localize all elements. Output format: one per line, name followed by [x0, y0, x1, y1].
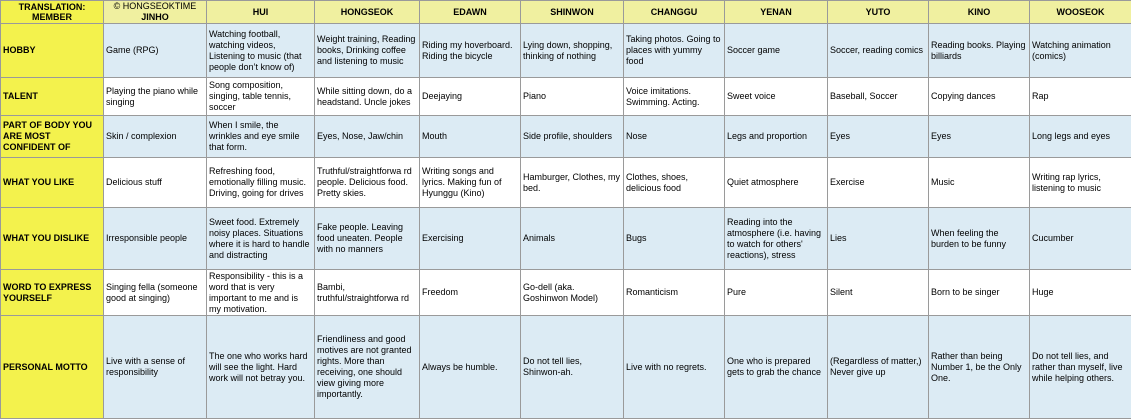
member-header-wooseok: WOOSEOK [1030, 1, 1131, 24]
table-cell: Weight training, Reading books, Drinking coffee and listening to music [315, 24, 420, 78]
table-cell: Riding my hoverboard. Riding the bicycle [420, 24, 521, 78]
table-cell: Piano [521, 78, 624, 116]
table-cell: Lying down, shopping, thinking of nothing [521, 24, 624, 78]
header-row [1, 1, 1131, 24]
row-label: TALENT [1, 78, 104, 116]
row-label: WHAT YOU LIKE [1, 158, 104, 208]
table-cell: The one who works hard will see the light. Hard work will not betray you. [207, 316, 315, 419]
table-cell: Writing songs and lyrics. Making fun of Hyunggu (Kino) [420, 158, 521, 208]
table-cell: Bugs [624, 208, 725, 270]
member-header-yuto: YUTO [828, 1, 929, 24]
table-row [1, 208, 1131, 270]
table-cell: Taking photos. Going to places with yummy food [624, 24, 725, 78]
table-row [1, 158, 1131, 208]
table-cell: Copying dances [929, 78, 1030, 116]
table-cell: Reading into the atmosphere (i.e. having to watch for others' reactions), stress [725, 208, 828, 270]
table-cell: Legs and proportion [725, 116, 828, 158]
table-cell: Rather than being Number 1, be the Only One. [929, 316, 1030, 419]
table-cell: Pure [725, 270, 828, 316]
table-cell: Lies [828, 208, 929, 270]
table-row [1, 24, 1131, 78]
table-cell: Animals [521, 208, 624, 270]
table-cell: Truthful/straightforwa rd people. Delicious food. Pretty skies. [315, 158, 420, 208]
table-cell: Live with a sense of responsibility [104, 316, 207, 419]
table-cell: Playing the piano while singing [104, 78, 207, 116]
table-row [1, 270, 1131, 316]
table-cell: Clothes, shoes, delicious food [624, 158, 725, 208]
table-cell: Do not tell lies, and rather than myself, live while helping others. [1030, 316, 1131, 419]
table-cell: Sweet voice [725, 78, 828, 116]
row-label: PART OF BODY YOU ARE MOST CONFIDENT OF [1, 116, 104, 158]
table-cell: Long legs and eyes [1030, 116, 1131, 158]
table-cell: Eyes, Nose, Jaw/chin [315, 116, 420, 158]
table-cell: Music [929, 158, 1030, 208]
table-cell: Baseball, Soccer [828, 78, 929, 116]
table-cell: Bambi, truthful/straightforwa rd [315, 270, 420, 316]
translation-label: TRANSLATION: [3, 2, 101, 12]
table-cell: While sitting down, do a headstand. Uncle jokes [315, 78, 420, 116]
table-cell: Irresponsible people [104, 208, 207, 270]
table-cell: Fake people. Leaving food uneaten. People with no manners [315, 208, 420, 270]
table-cell: Refreshing food, emotionally filling music. Driving, going for drives [207, 158, 315, 208]
table-row [1, 78, 1131, 116]
table-cell: Always be humble. [420, 316, 521, 419]
table-cell: Watching animation (comics) [1030, 24, 1131, 78]
table-cell: Reading books. Playing billiards [929, 24, 1030, 78]
table-cell: Voice imitations. Swimming. Acting. [624, 78, 725, 116]
member-header-changgu: CHANGGU [624, 1, 725, 24]
table-cell: Rap [1030, 78, 1131, 116]
member-header-kino: KINO [929, 1, 1030, 24]
member-header-shinwon: SHINWON [521, 1, 624, 24]
table-cell: Deejaying [420, 78, 521, 116]
table-cell: Eyes [828, 116, 929, 158]
table-cell: Soccer game [725, 24, 828, 78]
table-cell: Soccer, reading comics [828, 24, 929, 78]
table-cell: Huge [1030, 270, 1131, 316]
table-cell: Song composition, singing, table tennis, soccer [207, 78, 315, 116]
table-cell: Live with no regrets. [624, 316, 725, 419]
member-header-yenan: YENAN [725, 1, 828, 24]
table-cell: Go-dell (aka. Goshinwon Model) [521, 270, 624, 316]
member-label: MEMBER [3, 12, 101, 22]
member-header-jinho [104, 1, 207, 24]
table-cell: Mouth [420, 116, 521, 158]
table-cell: Cucumber [1030, 208, 1131, 270]
table-cell: Freedom [420, 270, 521, 316]
table-cell: Exercising [420, 208, 521, 270]
table-cell: Nose [624, 116, 725, 158]
table-cell: Delicious stuff [104, 158, 207, 208]
table-cell: When feeling the burden to be funny [929, 208, 1030, 270]
member-header-edawn: EDAWN [420, 1, 521, 24]
table-body [1, 1, 1131, 419]
table-cell: Writing rap lyrics, listening to music [1030, 158, 1131, 208]
table-cell: Responsibility - this is a word that is very important to me and is my motivation. [207, 270, 315, 316]
row-label: PERSONAL MOTTO [1, 316, 104, 419]
table-cell: Eyes [929, 116, 1030, 158]
table-row [1, 316, 1131, 419]
table-cell: When I smile, the wrinkles and eye smile that form. [207, 116, 315, 158]
table-cell: Game (RPG) [104, 24, 207, 78]
table-cell: Skin / complexion [104, 116, 207, 158]
table-cell: Hamburger, Clothes, my bed. [521, 158, 624, 208]
member-name: JINHO [106, 12, 204, 23]
copyright-text: © HONGSEOKTIME [106, 1, 204, 12]
corner-cell [1, 1, 104, 24]
table-cell: Sweet food. Extremely noisy places. Situations where it is hard to handle and distracting [207, 208, 315, 270]
row-label: WHAT YOU DISLIKE [1, 208, 104, 270]
table-cell: Exercise [828, 158, 929, 208]
table-cell: One who is prepared gets to grab the chance [725, 316, 828, 419]
table-row [1, 116, 1131, 158]
table-cell: Watching football, watching videos, Listening to music (that people don’t know of) [207, 24, 315, 78]
member-header-hongseok: HONGSEOK [315, 1, 420, 24]
table-cell: Do not tell lies, Shinwon-ah. [521, 316, 624, 419]
table-cell: Quiet atmosphere [725, 158, 828, 208]
table-cell: (Regardless of matter,) Never give up [828, 316, 929, 419]
table-cell: Silent [828, 270, 929, 316]
member-header-hui: HUI [207, 1, 315, 24]
table-cell: Singing fella (someone good at singing) [104, 270, 207, 316]
table-cell: Born to be singer [929, 270, 1030, 316]
table-cell: Friendliness and good motives are not granted rights. More than receiving, one should view giving more importantly. [315, 316, 420, 419]
table-cell: Side profile, shoulders [521, 116, 624, 158]
row-label: HOBBY [1, 24, 104, 78]
row-label: WORD TO EXPRESS YOURSELF [1, 270, 104, 316]
table-cell: Romanticism [624, 270, 725, 316]
